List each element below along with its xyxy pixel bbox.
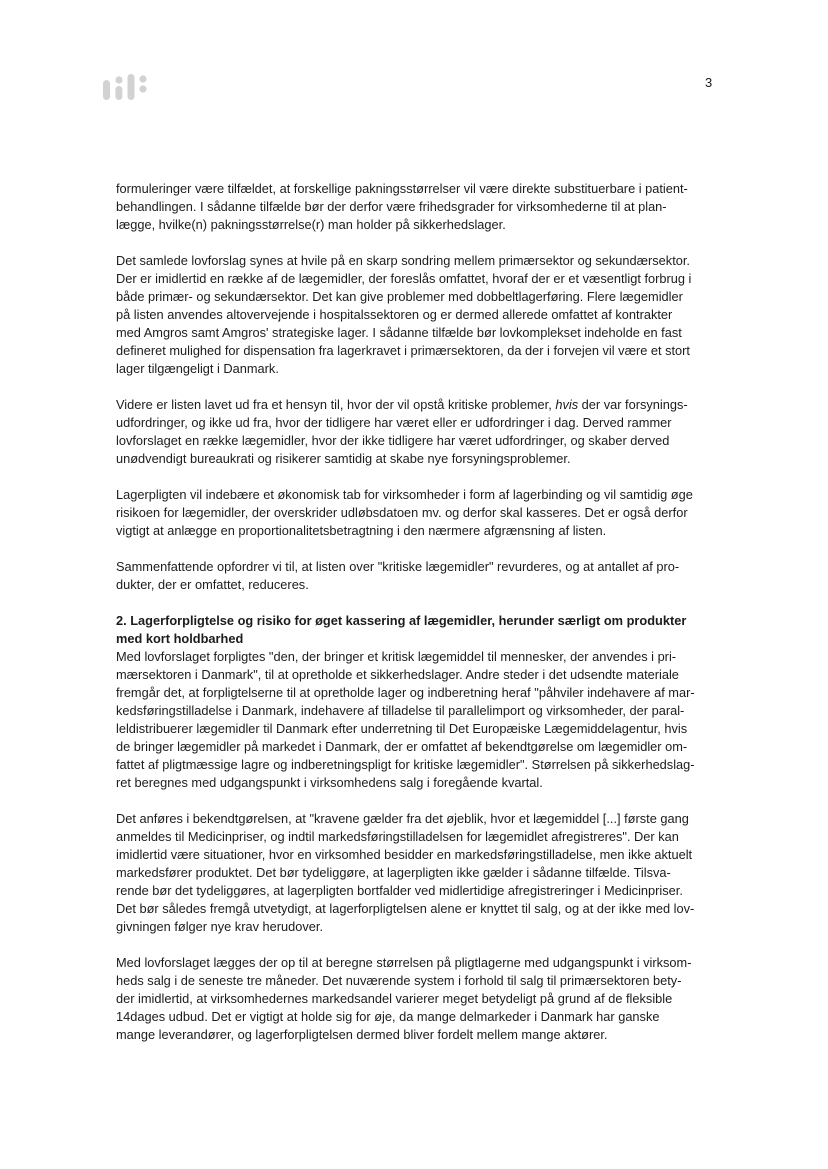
text-line: mærsektoren i Danmark", til at opretholde et sikkerhedslager. Andre steder i det udsendte materiale bbox=[116, 667, 679, 682]
text-line: markedsfører produktet. Det bør tydeliggøre, at lagerpligten ikke gælder i sådanne tilfælde. Tilsva- bbox=[116, 865, 671, 880]
text-line: formuleringer være tilfældet, at forskellige pakningsstørrelser vil være direkte substituerbare i patient- bbox=[116, 181, 688, 196]
text-line: leldistribuerer lægemidler til Danmark efter underretning til Det Europæiske Lægemiddelagentur, hvis bbox=[116, 721, 688, 736]
text-line: risikoen for lægemidler, der overskrider udløbsdatoen mv. og derfor skal kasseres. Det er også derfor bbox=[116, 505, 688, 520]
text-line: Sammenfattende opfordrer vi til, at listen over "kritiske lægemidler" revurderes, og at antallet af pro- bbox=[116, 559, 680, 574]
paragraph bbox=[116, 558, 716, 594]
paragraph bbox=[116, 648, 716, 792]
text-line: Videre er listen lavet ud fra et hensyn til, hvor der vil opstå kritiske problemer, hvis der var forsynings- bbox=[116, 397, 688, 412]
text-line: imidlertid være situationer, hvor en virksomhed besidder en markedsføringstilladelse, men ikke aktuelt bbox=[116, 847, 693, 862]
paragraph bbox=[116, 486, 716, 540]
lif-logo-icon bbox=[103, 74, 153, 102]
document-body bbox=[116, 180, 716, 1044]
text-line: givningen følger nye krav herudover. bbox=[116, 919, 323, 934]
text-line: defineret mulighed for dispensation fra lagerkravet i primærsektoren, da der i forvejen vil være et stort bbox=[116, 343, 690, 358]
text-line: rende bør det tydeliggøres, at lagerpligten bortfalder ved midlertidige afregistreringer i Medicinpriser. bbox=[116, 883, 683, 898]
paragraph bbox=[116, 396, 716, 468]
paragraph bbox=[116, 954, 716, 1044]
heading-line: 2. Lagerforpligtelse og risiko for øget kassering af lægemidler, herunder særligt om produkter bbox=[116, 613, 687, 628]
text-line: Det samlede lovforslag synes at hvile på en skarp sondring mellem primærsektor og sekundærsektor. bbox=[116, 253, 690, 268]
text-line: mange leverandører, og lagerforpligtelsen dermed bliver fordelt mellem mange aktører. bbox=[116, 1027, 608, 1042]
text-line: med Amgros samt Amgros' strategiske lager. I sådanne tilfælde bør lovkomplekset indeholde en fast bbox=[116, 325, 682, 340]
text-line: der imidlertid, at virksomhedernes markedsandel varierer meget betydeligt på grund af de fleksible bbox=[116, 991, 673, 1006]
text-line: Lagerpligten vil indebære et økonomisk tab for virksomheder i form af lagerbinding og vil samtidig øge bbox=[116, 487, 693, 502]
paragraph bbox=[116, 810, 716, 936]
text-line: vigtigt at anlægge en proportionalitetsbetragtning i den nærmere afgrænsning af listen. bbox=[116, 523, 607, 538]
text-line: fattet af pligtmæssige lagre og indberetningspligt for kritiske lægemidler". Størrelsen på sikkerhedslag- bbox=[116, 757, 695, 772]
page-number: 3 bbox=[705, 75, 713, 90]
text-line: udfordringer, og ikke ud fra, hvor der tidligere har været eller er udfordringer i dag. Derved rammer bbox=[116, 415, 672, 430]
text-line: både primær- og sekundærsektor. Det kan give problemer med dobbeltlagerføring. Flere lægemidler bbox=[116, 289, 683, 304]
text-line: ret beregnes med udgangspunkt i virksomhedens salg i foregående kvartal. bbox=[116, 775, 543, 790]
text-line: på listen anvendes altovervejende i hospitalssektoren og er dermed allerede omfattet af kontrakter bbox=[116, 307, 673, 322]
text-line: Det anføres i bekendtgørelsen, at "kravene gælder fra det øjeblik, hvor et lægemiddel [...] første gang bbox=[116, 811, 689, 826]
text-line: behandlingen. I sådanne tilfælde bør der derfor være frihedsgrader for virksomhederne til at plan- bbox=[116, 199, 667, 214]
text-line: lager tilgængeligt i Danmark. bbox=[116, 361, 279, 376]
text-line: unødvendigt bureaukrati og risikerer samtidig at skabe nye forsyningsproblemer. bbox=[116, 451, 571, 466]
text-line: Med lovforslaget forpligtes "den, der bringer et kritisk lægemiddel til mennesker, der anvendes i pri- bbox=[116, 649, 677, 664]
text-line: lovforslaget en række lægemidler, hvor der ikke tidligere har været udfordringer, og skaber derved bbox=[116, 433, 670, 448]
paragraph bbox=[116, 180, 716, 234]
text-line: anmeldes til Medicinpriser, og indtil markedsføringstilladelsen for lægemidlet afregistreres". Der kan bbox=[116, 829, 679, 844]
text-line: Det bør således fremgå utvetydigt, at lagerforpligtelsen alene er knyttet til salg, og at der ikke med lov- bbox=[116, 901, 695, 916]
section-heading bbox=[116, 612, 716, 648]
text-line: de bringer lægemidler på markedet i Danmark, der er omfattet af bekendtgørelse om lægemidler om- bbox=[116, 739, 688, 754]
text-line: Med lovforslaget lægges der op til at beregne størrelsen på pligtlagerne med udgangspunkt i virksom- bbox=[116, 955, 692, 970]
text-line: lægge, hvilke(n) pakningsstørrelse(r) man holder på sikkerhedslager. bbox=[116, 217, 506, 232]
text-line: fremgår det, at forpligtelserne til at opretholde lager og indberetning heraf "påhviler indehavere af mar- bbox=[116, 685, 695, 700]
paragraph bbox=[116, 252, 716, 378]
text-line: kedsføringstilladelse i Danmark, indehavere af tilladelse til parallelimport og virksomheder, der paral- bbox=[116, 703, 685, 718]
text-line: 14dages udbud. Det er vigtigt at holde sig for øje, da mange delmarkeder i Danmark har ganske bbox=[116, 1009, 660, 1024]
text-line: Der er imidlertid en række af de lægemidler, der foreslås omfattet, hvoraf der er et væsentligt forbrug i bbox=[116, 271, 692, 286]
text-line: heds salg i de seneste tre måneder. Det nuværende system i forhold til salg til primærsektoren bety- bbox=[116, 973, 682, 988]
text-line: dukter, der er omfattet, reduceres. bbox=[116, 577, 309, 592]
heading-line: med kort holdbarhed bbox=[116, 631, 244, 646]
